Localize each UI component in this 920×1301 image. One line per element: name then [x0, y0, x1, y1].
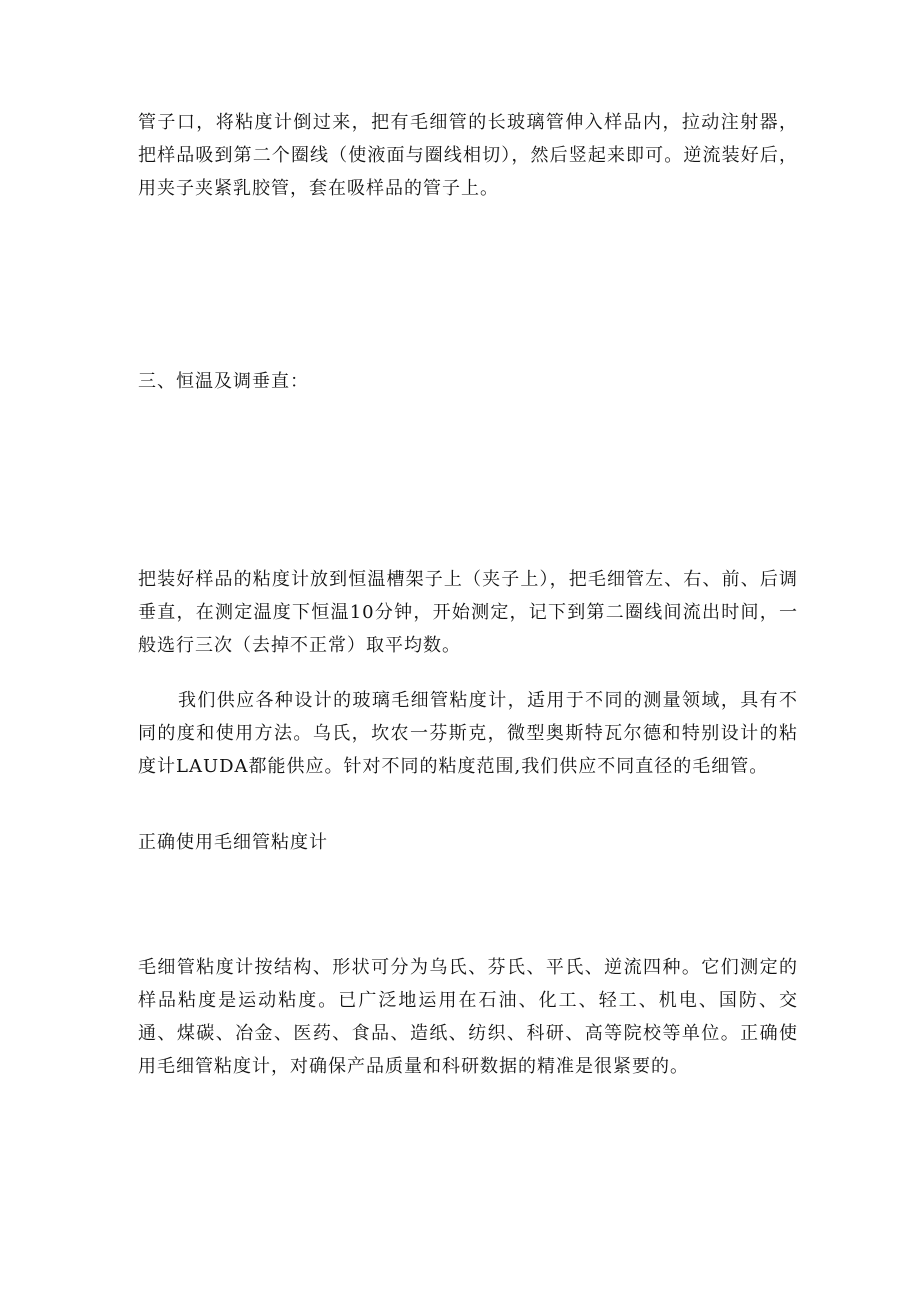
paragraph-product-supply: 我们供应各种设计的玻璃毛细管粘度计，适用于不同的测量领域，具有不同的度和使用方法。乌氏，坎农一芬斯克，微型奥斯特瓦尔德和特别设计的粘度计LAUDA都能供应。针对不同的粘度范围,我们供应不同直径的毛细管。	[138, 690, 798, 777]
section-heading-correct-usage: 正确使用毛细管粘度计	[138, 832, 328, 853]
paragraph-sample-loading: 管子口，将粘度计倒过来，把有毛细管的长玻璃管伸入样品内，拉动注射器，把样品吸到第二个圈线（使液面与圈线相切），然后竖起来即可。逆流装好后，用夹子夹紧乳胶管，套在吸样品的管子上。	[138, 112, 798, 199]
paragraph-measurement-procedure: 把装好样品的粘度计放到恒温槽架子上（夹子上），把毛细管左、右、前、后调垂直，在测定温度下恒温10分钟，开始测定，记下到第二圈线间流出时间，一般选行三次（去掉不正常）取平均数。	[138, 569, 798, 656]
section-heading-thermostat: 三、恒温及调垂直：	[138, 371, 309, 392]
paragraph-viscometer-types: 毛细管粘度计按结构、形状可分为乌氏、芬氏、平氏、逆流四种。它们测定的样品粘度是运动粘度。已广泛地运用在石油、化工、轻工、机电、国防、交通、煤碳、冶金、医药、食品、造纸、纺织、科研、高等院校等单位。正确使用毛细管粘度计，对确保产品质量和科研数据的精准是很紧要的。	[138, 957, 798, 1077]
